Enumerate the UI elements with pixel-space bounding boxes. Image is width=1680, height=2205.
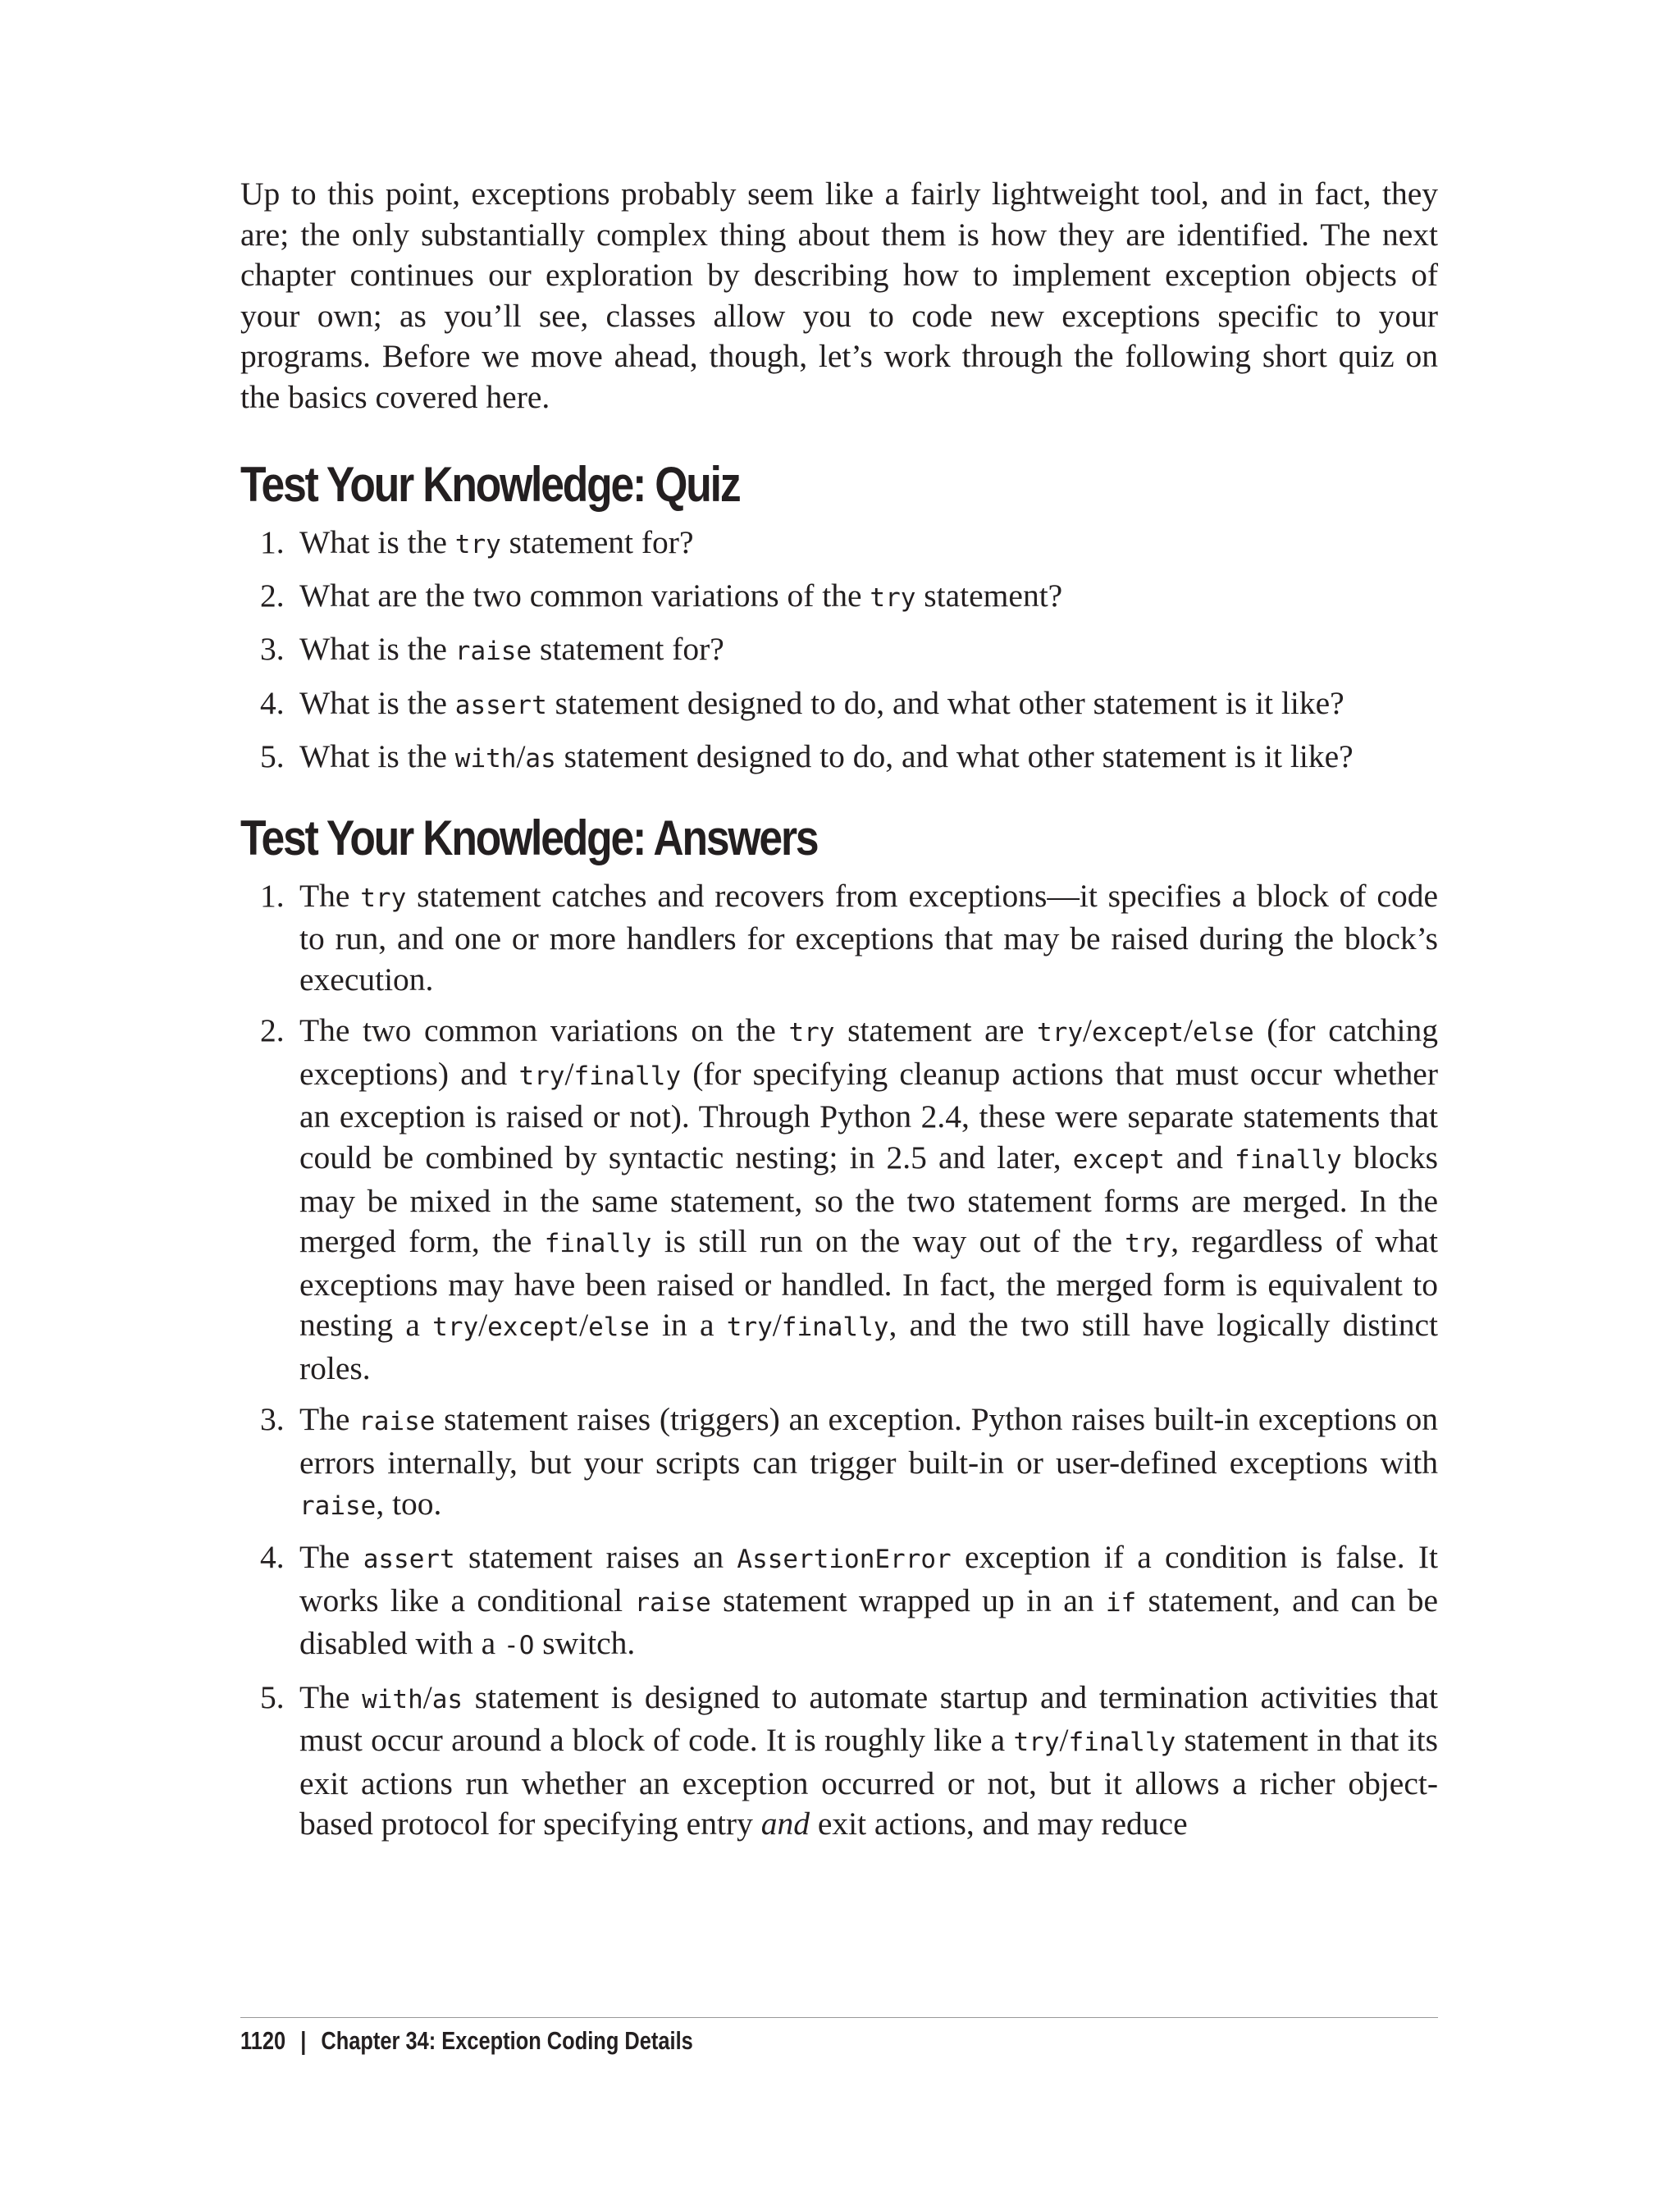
item-text: exception if a condition is false. It works like a conditional (299, 1539, 1438, 1618)
item-text: (for specifying cleanup actions that must occur whether an exception is raised or not). Through Python 2.4, these were separate statements that could be combined by syntactic nesting; in 2.5 and later, (299, 1055, 1438, 1176)
item-text: in a (649, 1307, 727, 1344)
quiz-list (240, 523, 1438, 780)
inline-code: assert (454, 690, 547, 720)
inline-code: try (870, 582, 916, 613)
inline-code: AssertionError (737, 1545, 952, 1575)
item-text: / (516, 738, 526, 775)
emphasis-text: and (760, 1806, 810, 1842)
item-text: switch. (534, 1625, 636, 1662)
inline-code: except (1092, 1018, 1184, 1048)
inline-code: try (788, 1018, 835, 1048)
inline-code: else (588, 1312, 650, 1343)
item-text: , too. (376, 1485, 442, 1522)
item-text: statement designed to do, and what other statement is it like? (555, 738, 1354, 775)
item-text: / (478, 1307, 488, 1344)
item-number: 2. (260, 1012, 285, 1049)
inline-code: finally (573, 1061, 682, 1091)
intro-paragraph: Up to this point, exceptions probably seem like a fairly lightweight tool, and in fact, they are; the only substantially complex thing about them is how they are identified. The next chapter continues our exploration by describing how to implement exception objects of your own; as you’ll see, classes allow you to code new exceptions specific to your programs. Before we move ahead, though, let’s work through the following short quiz on the basics covered here. (240, 176, 1438, 415)
item-text: / (1184, 1012, 1193, 1049)
item-number: 2. (260, 577, 285, 614)
inline-code: except (1072, 1145, 1165, 1176)
item-text: / (1059, 1722, 1069, 1759)
item-number: 5. (260, 1678, 285, 1715)
item-text: and (1164, 1139, 1235, 1176)
answers-heading: Test Your Knowledge: Answers (240, 810, 818, 865)
item-text: / (579, 1307, 589, 1344)
answers-item (240, 1011, 1438, 1389)
answers-list (240, 876, 1438, 1845)
answers-item (240, 1537, 1438, 1667)
inline-code: try (360, 883, 407, 913)
item-text: statement? (915, 577, 1063, 614)
item-text: / (772, 1307, 782, 1344)
item-text: statement for? (500, 523, 694, 560)
item-text: statement raises an (454, 1539, 737, 1576)
item-text: (for catching exceptions) and (299, 1012, 1438, 1092)
item-text: is still run on the way out of the (651, 1223, 1125, 1260)
quiz-item (240, 737, 1438, 780)
item-text: statement wrapped up in an (710, 1582, 1106, 1618)
item-text: / (1083, 1012, 1093, 1049)
inline-code: except (487, 1312, 580, 1343)
footer-divider (240, 2017, 1438, 2018)
quiz-item (240, 523, 1438, 566)
item-number: 1. (260, 523, 285, 560)
inline-code: try (454, 529, 501, 559)
page-body (240, 174, 1438, 1856)
inline-code: if (1105, 1587, 1137, 1618)
inline-code: finally (544, 1229, 652, 1259)
item-text: statement designed to do, and what other statement is it like? (546, 684, 1344, 721)
item-text: , and the two still have logically distinct roles. (299, 1307, 1438, 1387)
inline-code: try (1013, 1728, 1060, 1758)
item-text: statement are (834, 1012, 1038, 1049)
inline-code: finally (781, 1312, 889, 1343)
inline-code: try (1125, 1229, 1171, 1259)
item-text: The two common variations on the (299, 1012, 789, 1049)
inline-code: try (1037, 1018, 1084, 1048)
item-number: 4. (260, 684, 285, 721)
quiz-heading: Test Your Knowledge: Quiz (240, 456, 740, 512)
inline-code: finally (1235, 1145, 1342, 1176)
item-text: The (299, 1539, 363, 1576)
inline-code: try (432, 1312, 479, 1343)
item-text: The (299, 1678, 363, 1715)
inline-code: else (1192, 1018, 1254, 1048)
item-text: What is the (299, 631, 455, 668)
item-text: blocks may be mixed in the same statement, so the two statement forms are merged. In the merged form, the (299, 1139, 1438, 1260)
item-text: statement catches and recovers from exceptions—it specifies a block of code to run, and one or more handlers for exceptions that may be raised during the block’s execution. (299, 877, 1438, 998)
inline-code: as (431, 1684, 463, 1714)
inline-code: with (454, 744, 517, 774)
footer-separator: | (300, 2026, 307, 2055)
answers-item (240, 1399, 1438, 1527)
item-text: The (299, 877, 361, 914)
item-number: 5. (260, 738, 285, 775)
answers-item (240, 876, 1438, 1001)
item-text: statement raises (triggers) an exception. Python raises built-in exceptions on errors internally, but your scripts can trigger built-in or user-defined exceptions with (299, 1401, 1438, 1481)
page-footer (240, 2026, 693, 2056)
item-number: 3. (260, 1401, 285, 1438)
inline-code: try (726, 1312, 773, 1343)
item-text: statement, and can be disabled with a (299, 1582, 1439, 1662)
page-number: 1120 (240, 2026, 286, 2055)
answers-item (240, 1678, 1438, 1845)
item-text: / (422, 1678, 432, 1715)
inline-code: with (362, 1684, 423, 1714)
item-text: What is the (299, 738, 455, 775)
item-text: statement in that its exit actions run whether an exception occurred or not, but it allows a richer object-based protocol for specifying entry (299, 1722, 1438, 1842)
inline-code: assert (363, 1545, 455, 1575)
quiz-item (240, 629, 1438, 673)
inline-code: raise (358, 1407, 436, 1437)
item-text: , regardless of what exceptions may have been raised or handled. In fact, the merged form is equivalent to nesting a (299, 1223, 1439, 1344)
inline-code: as (525, 744, 556, 774)
inline-code: finally (1068, 1728, 1176, 1758)
item-text: / (564, 1055, 574, 1092)
inline-code: try (518, 1061, 565, 1091)
chapter-title: Chapter 34: Exception Coding Details (321, 2026, 693, 2055)
inline-code: -O (504, 1631, 535, 1661)
item-text: What are the two common variations of the (299, 577, 870, 614)
item-number: 1. (260, 877, 285, 914)
item-number: 4. (260, 1539, 285, 1576)
quiz-item (240, 576, 1438, 619)
item-text: exit actions, and may reduce (809, 1806, 1188, 1842)
item-text: statement for? (532, 631, 724, 668)
item-text: What is the (299, 523, 455, 560)
item-number: 3. (260, 631, 285, 668)
item-text: statement is designed to automate startup and termination activities that must occur around a block of code. It is roughly like a (299, 1678, 1438, 1759)
inline-code: raise (634, 1587, 711, 1618)
inline-code: raise (454, 637, 532, 667)
inline-code: raise (299, 1491, 377, 1521)
quiz-item (240, 683, 1438, 727)
item-text: What is the (299, 684, 455, 721)
item-text: The (299, 1401, 359, 1438)
